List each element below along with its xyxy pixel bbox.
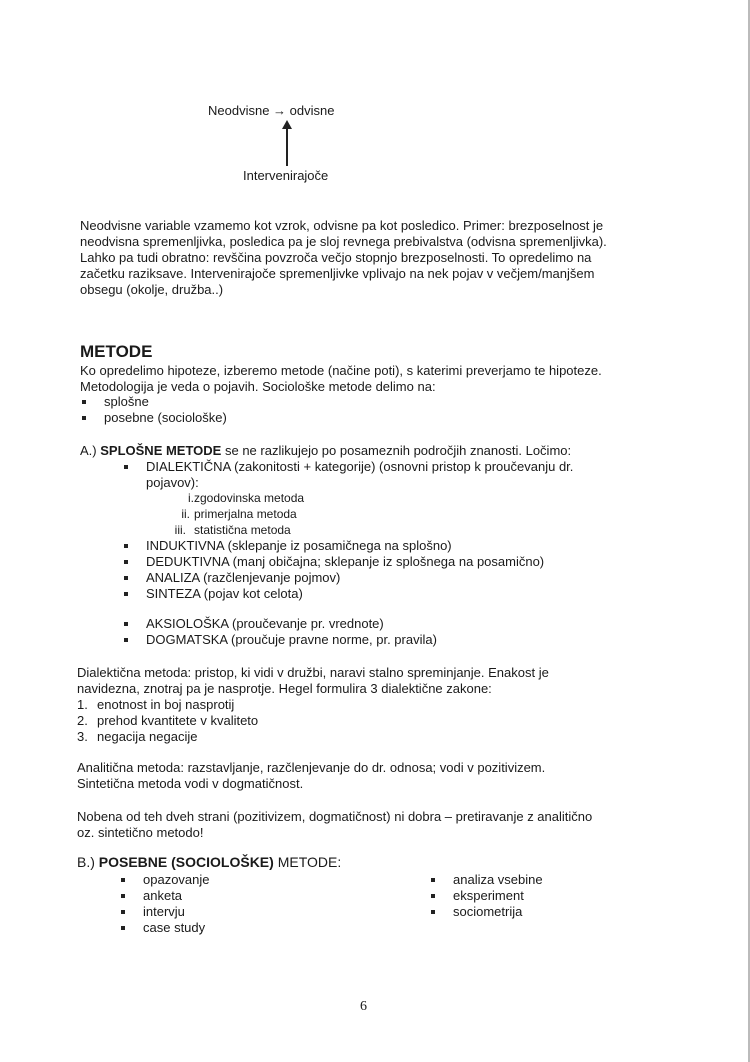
diagram-top-label: Neodvisne → odvisne (208, 103, 335, 118)
rest: se ne razlikujejo po posameznih področjih znanosti. Ločimo: (221, 443, 572, 458)
list-item: ANALIZA (razčlenjevanje pojmov) (146, 570, 341, 585)
list-item: sociometrija (453, 904, 523, 919)
list-num: 3. (77, 729, 88, 744)
prefix: B.) (77, 854, 99, 870)
list-num: 2. (77, 713, 88, 728)
list-item: DIALEKTIČNA (zakonitosti + kategorije) (osnovni pristop k proučevanju dr. (146, 459, 574, 474)
prefix: A.) (80, 443, 101, 458)
intro-line: neodvisna spremenljivka, posledica pa je sloj revnega prebivalstva (odvisna spremenljivka). (80, 234, 607, 249)
section-a-heading (80, 443, 571, 459)
list-item: AKSIOLOŠKA (proučevanje pr. vrednote) (146, 616, 384, 631)
title: SPLOŠNE METODE (100, 443, 222, 458)
sub-item: primerjalna metoda (194, 507, 297, 521)
list-item: anketa (143, 888, 183, 903)
list-item: intervju (143, 904, 185, 919)
list-item-cont: pojavov): (146, 475, 199, 490)
roman-num: iii. (174, 523, 186, 537)
roman-num: i. (188, 491, 194, 505)
sub-item: zgodovinska metoda (194, 491, 305, 505)
title: POSEBNE (SOCIOLOŠKE) (98, 854, 274, 870)
paragraph-line: Dialektična metoda: pristop, ki vidi v družbi, naravi stalno spreminjanje. Enakost je (77, 665, 549, 680)
list-item: posebne (sociološke) (104, 410, 227, 425)
intro-line: obsegu (okolje, družba..) (80, 282, 224, 297)
list-item: enotnost in boj nasprotij (97, 697, 235, 712)
paragraph-line: Nobena od teh dveh strani (pozitivizem, dogmatičnost) ni dobra – pretiravanje z analitično (77, 809, 593, 824)
list-item: case study (143, 920, 206, 935)
section-heading: METODE (80, 342, 153, 361)
list-item: prehod kvantitete v kvaliteto (97, 713, 259, 728)
roman-num: ii. (181, 507, 190, 521)
intro-line: Lahko pa tudi obratno: revščina povzroča večjo stopnjo brezposelnosti. To opredelimo na (80, 250, 592, 265)
paragraph-line: oz. sintetično metodo! (77, 825, 204, 840)
list-item: INDUKTIVNA (sklepanje iz posamičnega na splošno) (146, 538, 452, 553)
list-num: 1. (77, 697, 88, 712)
intro-line: Neodvisne variable vzamemo kot vzrok, odvisne pa kot posledico. Primer: brezposelnost je (80, 218, 604, 233)
sub-item: statistična metoda (194, 523, 291, 537)
arrow-up-icon (286, 124, 288, 166)
metode-line: Ko opredelimo hipoteze, izberemo metode (načine poti), s katerimi preverjamo te hipoteze. (80, 363, 602, 378)
list-item: DOGMATSKA (proučuje pravne norme, pr. pravila) (146, 632, 437, 647)
list-item: eksperiment (453, 888, 524, 903)
page-number: 6 (360, 999, 367, 1014)
metode-line: Metodologija je veda o pojavih. Sociološke metode delimo na: (80, 379, 436, 394)
paragraph-line: navidezna, znotraj pa je nasprotje. Hegel formulira 3 dialektične zakone: (77, 681, 492, 696)
list-item: SINTEZA (pojav kot celota) (146, 586, 303, 601)
section-b-heading (77, 854, 341, 870)
paragraph-line: Sintetična metoda vodi v dogmatičnost. (77, 776, 304, 791)
rest: METODE: (273, 854, 342, 870)
list-item: negacija negacije (97, 729, 198, 744)
intro-line: začetku raziksave. Intervenirajoče spremenljivke vplivajo na nek pojav v večjem/manjšem (80, 266, 595, 281)
diagram-bottom-label: Intervenirajoče (243, 168, 329, 183)
paragraph-line: Analitična metoda: razstavljanje, razčlenjevanje do dr. odnosa; vodi v pozitivizem. (77, 760, 546, 775)
list-item: opazovanje (143, 872, 210, 887)
list-item: DEDUKTIVNA (manj običajna; sklepanje iz splošnega na posamično) (146, 554, 545, 569)
list-item: splošne (104, 394, 149, 409)
list-item: analiza vsebine (453, 872, 543, 887)
